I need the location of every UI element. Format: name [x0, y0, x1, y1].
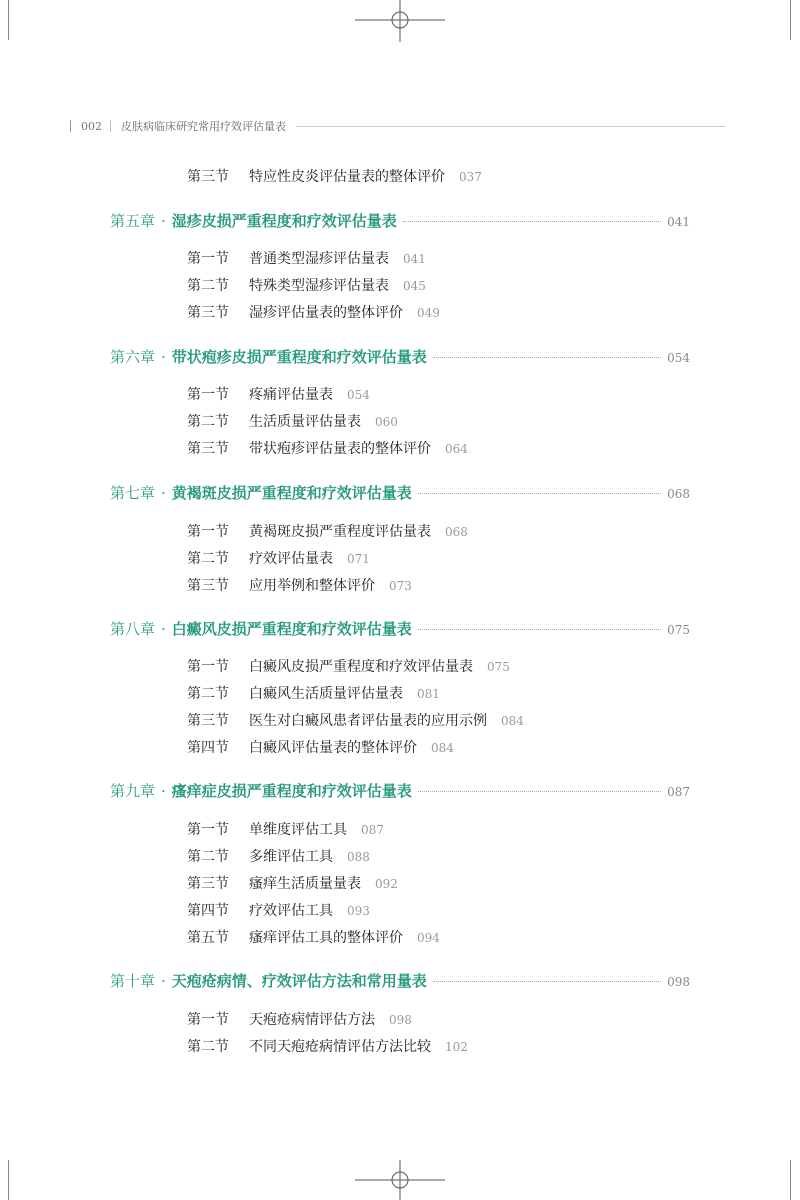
section-page-number: 094	[417, 931, 440, 945]
chapter-title: 瘙痒症皮损严重程度和疗效评估量表	[171, 782, 412, 800]
section-page-number: 084	[431, 741, 454, 755]
section-title: 白癜风皮损严重程度和疗效评估量表	[249, 659, 473, 675]
toc-chapter[interactable]	[110, 482, 690, 503]
toc-section[interactable]	[187, 275, 426, 295]
section-page-number: 084	[501, 714, 524, 728]
leader-dots	[433, 356, 661, 358]
chapter-page-number: 087	[667, 785, 690, 799]
toc-section[interactable]	[187, 411, 398, 431]
section-page-number: 068	[445, 525, 468, 539]
section-page-number: 102	[445, 1040, 468, 1054]
section-number: 第一节	[187, 524, 229, 540]
section-page-number: 081	[417, 687, 440, 701]
section-title: 特应性皮炎评估量表的整体评价	[249, 169, 445, 185]
section-page-number: 087	[361, 823, 384, 837]
chapter-dot: ·	[161, 782, 166, 800]
chapter-page-number: 075	[667, 623, 690, 637]
section-number: 第二节	[187, 686, 229, 702]
section-number: 第二节	[187, 414, 229, 430]
toc-chapter[interactable]	[110, 780, 690, 801]
toc-section[interactable]	[187, 575, 412, 595]
chapter-title: 湿疹皮损严重程度和疗效评估量表	[171, 212, 397, 230]
section-number: 第五节	[187, 930, 229, 946]
chapter-dot: ·	[161, 348, 166, 366]
toc-section[interactable]	[187, 438, 468, 458]
chapter-page-number: 068	[667, 487, 690, 501]
section-title: 瘙痒评估工具的整体评价	[249, 930, 403, 946]
chapter-dot: ·	[161, 484, 166, 502]
section-page-number: 045	[403, 279, 426, 293]
section-number: 第二节	[187, 551, 229, 567]
running-head-bar	[70, 120, 71, 132]
leader-dots	[418, 628, 661, 630]
leader-dots	[418, 492, 661, 494]
section-page-number: 049	[417, 306, 440, 320]
toc-section[interactable]	[187, 656, 510, 676]
section-number: 第一节	[187, 251, 229, 267]
registration-mark-bottom-icon	[355, 1158, 445, 1200]
section-number: 第三节	[187, 441, 229, 457]
toc-chapter[interactable]	[110, 210, 690, 231]
section-number: 第二节	[187, 1039, 229, 1055]
chapter-dot: ·	[161, 212, 166, 230]
crop-mark-bottom-left	[8, 1160, 9, 1200]
chapter-number: 第八章	[110, 620, 156, 638]
section-title: 多维评估工具	[249, 849, 333, 865]
section-title: 天疱疮病情评估方法	[249, 1012, 375, 1028]
toc-section[interactable]	[187, 384, 370, 404]
chapter-title: 天疱疮病情、疗效评估方法和常用量表	[171, 972, 427, 990]
section-title: 疗效评估量表	[249, 551, 333, 567]
registration-mark-top-icon	[355, 0, 445, 45]
section-page-number: 071	[347, 552, 370, 566]
chapter-dot: ·	[161, 972, 166, 990]
section-title: 不同天疱疮病情评估方法比较	[249, 1039, 431, 1055]
toc-section[interactable]	[187, 683, 440, 703]
toc-section[interactable]	[187, 1009, 412, 1029]
section-page-number: 098	[389, 1013, 412, 1027]
chapter-number: 第五章	[110, 212, 156, 230]
section-number: 第四节	[187, 740, 229, 756]
section-title: 普通类型湿疹评估量表	[249, 251, 389, 267]
running-head	[70, 118, 725, 134]
toc-section[interactable]	[187, 302, 440, 322]
crop-mark-top-right	[790, 0, 791, 40]
section-title: 特殊类型湿疹评估量表	[249, 278, 389, 294]
toc-section[interactable]	[187, 166, 482, 186]
chapter-title: 白癜风皮损严重程度和疗效评估量表	[171, 620, 412, 638]
crop-mark-top-left	[8, 0, 9, 40]
running-head-rule	[296, 126, 725, 127]
toc-section[interactable]	[187, 819, 384, 839]
section-number: 第三节	[187, 169, 229, 185]
section-number: 第四节	[187, 903, 229, 919]
section-number: 第二节	[187, 849, 229, 865]
section-number: 第一节	[187, 1012, 229, 1028]
section-title: 白癜风生活质量评估量表	[249, 686, 403, 702]
running-head-book-title: 皮肤病临床研究常用疗效评估量表	[121, 120, 286, 133]
section-title: 疼痛评估量表	[249, 387, 333, 403]
section-page-number: 092	[375, 877, 398, 891]
section-title: 黄褐斑皮损严重程度评估量表	[249, 524, 431, 540]
section-title: 医生对白癜风患者评估量表的应用示例	[249, 713, 487, 729]
toc-section[interactable]	[187, 248, 426, 268]
section-page-number: 088	[347, 850, 370, 864]
section-number: 第三节	[187, 713, 229, 729]
leader-dots	[403, 220, 661, 222]
section-title: 单维度评估工具	[249, 822, 347, 838]
section-page-number: 075	[487, 660, 510, 674]
toc-chapter[interactable]	[110, 970, 690, 991]
section-number: 第三节	[187, 305, 229, 321]
toc-section[interactable]	[187, 710, 524, 730]
section-number: 第二节	[187, 278, 229, 294]
section-number: 第一节	[187, 659, 229, 675]
toc-section[interactable]	[187, 846, 370, 866]
leader-dots	[433, 980, 661, 982]
section-title: 带状疱疹评估量表的整体评价	[249, 441, 431, 457]
section-page-number: 093	[347, 904, 370, 918]
chapter-title: 黄褐斑皮损严重程度和疗效评估量表	[171, 484, 412, 502]
section-title: 瘙痒生活质量量表	[249, 876, 361, 892]
toc-section[interactable]	[187, 927, 440, 947]
chapter-page-number: 054	[667, 351, 690, 365]
toc-section[interactable]	[187, 873, 398, 893]
chapter-title: 带状疱疹皮损严重程度和疗效评估量表	[171, 348, 427, 366]
section-title: 生活质量评估量表	[249, 414, 361, 430]
section-title: 湿疹评估量表的整体评价	[249, 305, 403, 321]
toc-chapter[interactable]	[110, 346, 690, 367]
toc-section[interactable]	[187, 737, 454, 757]
leader-dots	[418, 790, 661, 792]
chapter-number: 第九章	[110, 782, 156, 800]
section-page-number: 037	[459, 170, 482, 184]
section-number: 第一节	[187, 822, 229, 838]
section-title: 应用举例和整体评价	[249, 578, 375, 594]
running-head-page-number: 002	[81, 119, 102, 133]
toc-chapter[interactable]	[110, 618, 690, 639]
section-title: 疗效评估工具	[249, 903, 333, 919]
crop-mark-bottom-right	[790, 1160, 791, 1200]
section-number: 第一节	[187, 387, 229, 403]
section-page-number: 073	[389, 579, 412, 593]
section-page-number: 064	[445, 442, 468, 456]
chapter-page-number: 098	[667, 975, 690, 989]
section-page-number: 041	[403, 252, 426, 266]
chapter-number: 第六章	[110, 348, 156, 366]
section-number: 第三节	[187, 578, 229, 594]
chapter-dot: ·	[161, 620, 166, 638]
chapter-page-number: 041	[667, 215, 690, 229]
toc-section[interactable]	[187, 548, 370, 568]
chapter-number: 第七章	[110, 484, 156, 502]
toc-section[interactable]	[187, 900, 370, 920]
running-head-separator	[110, 120, 111, 132]
section-page-number: 054	[347, 388, 370, 402]
section-title: 白癜风评估量表的整体评价	[249, 740, 417, 756]
section-page-number: 060	[375, 415, 398, 429]
chapter-number: 第十章	[110, 972, 156, 990]
section-number: 第三节	[187, 876, 229, 892]
toc-section[interactable]	[187, 521, 468, 541]
toc-section[interactable]	[187, 1036, 468, 1056]
